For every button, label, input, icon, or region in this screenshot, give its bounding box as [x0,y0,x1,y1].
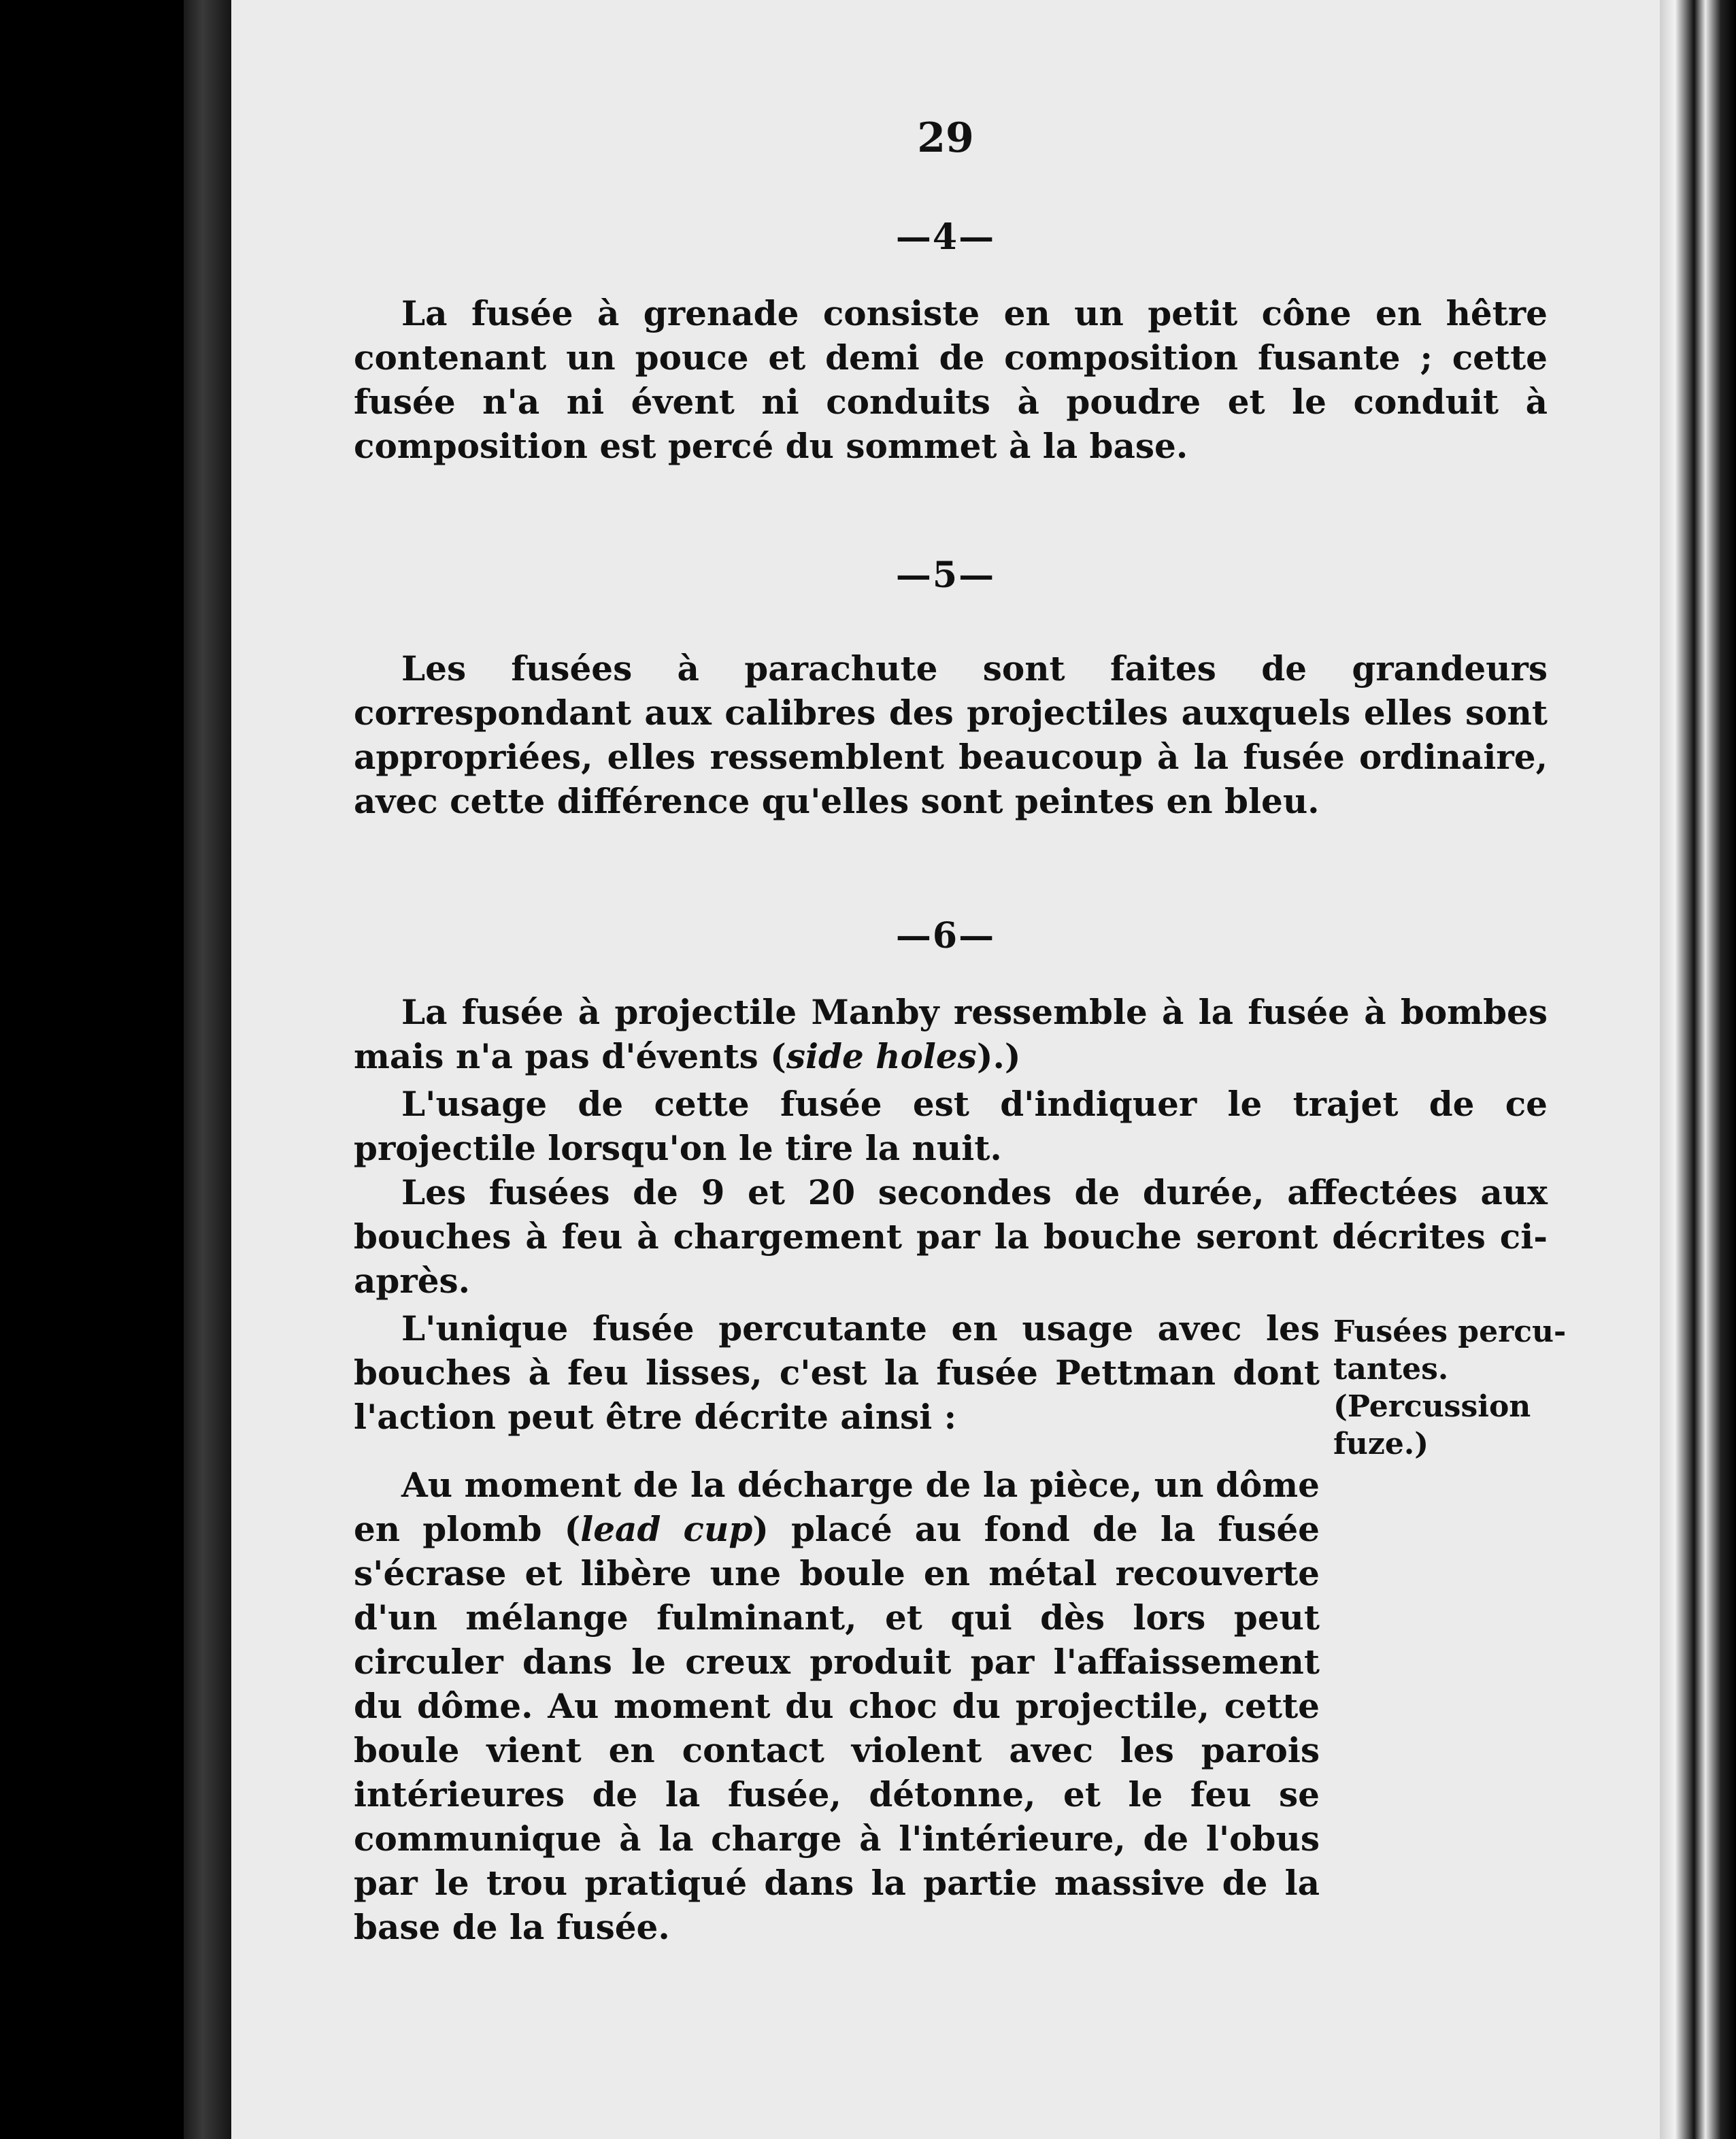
margin-note-percussion [1333,1313,1565,1463]
paragraph-fuze-purpose: L'usage de cette fusée est d'indiquer le trajet de ce projectile lorsqu'on le tire la nuit. [354,1084,1548,1168]
section-heading-5: —5— [895,554,996,596]
italic-side-holes: side holes [786,1036,977,1076]
margin-note-line: fuze.) [1333,1427,1429,1461]
paragraph-time-fuzes: Les fusées de 9 et 20 secondes de durée, affectées aux bouches à feu à chargement par la bouche seront décrites ci-après. [354,1172,1548,1301]
margin-note-line: (Percussion [1333,1389,1531,1424]
paragraph-pettman-action: Au moment de la décharge de la pièce, un dôme en plomb (lead cup) placé au fond de la fusée s'écrase et libère une boule en métal recouverte d'un mélange fulminant, et qui dès lors peut circuler dans le creux produit par l'affaissement du dôme. Au moment du choc du projectile, cette boule vient en contact violent avec les parois intérieures de la fusée, détonne, et le feu se communique à la charge à l'intérieure, de l'obus par le trou pratiqué dans la partie massive de la base de la fusée. [354,1465,1320,1947]
book-binding-edge [184,0,231,2139]
paragraph-grenade-fuze: La fusée à grenade consiste en un petit cône en hêtre contenant un pouce et demi de composition fusante ; cette fusée n'a ni évent ni conduits à poudre et le conduit à composition est percé du sommet à la base. [354,293,1548,466]
italic-lead-cup: lead cup [580,1509,753,1549]
margin-note-line: Fusées percu- [1333,1314,1567,1349]
paragraph-parachute-fuze: Les fusées à parachute sont faites de grandeurs correspondant aux calibres des projectiles auxquels elles sont appropriées, elles ressemblent beaucoup à la fusée ordinaire, avec cette différence qu'elles sont peintes en bleu. [354,648,1548,821]
book-page-edge [1660,0,1736,2139]
paragraph-percussion-fuze: L'unique fusée percutante en usage avec les bouches à feu lisses, c'est la fusée Pettman dont l'action peut être décrite ainsi : [354,1308,1320,1437]
section-heading-4: —4— [895,216,996,258]
margin-note-line: tantes. [1333,1352,1449,1387]
section-heading-6: —6— [895,915,996,957]
paragraph-manby-fuze: La fusée à projectile Manby ressemble à la fusée à bombes mais n'a pas d'évents (side holes).) [354,992,1548,1076]
page-number: 29 [917,114,974,162]
book-page [231,0,1660,2139]
